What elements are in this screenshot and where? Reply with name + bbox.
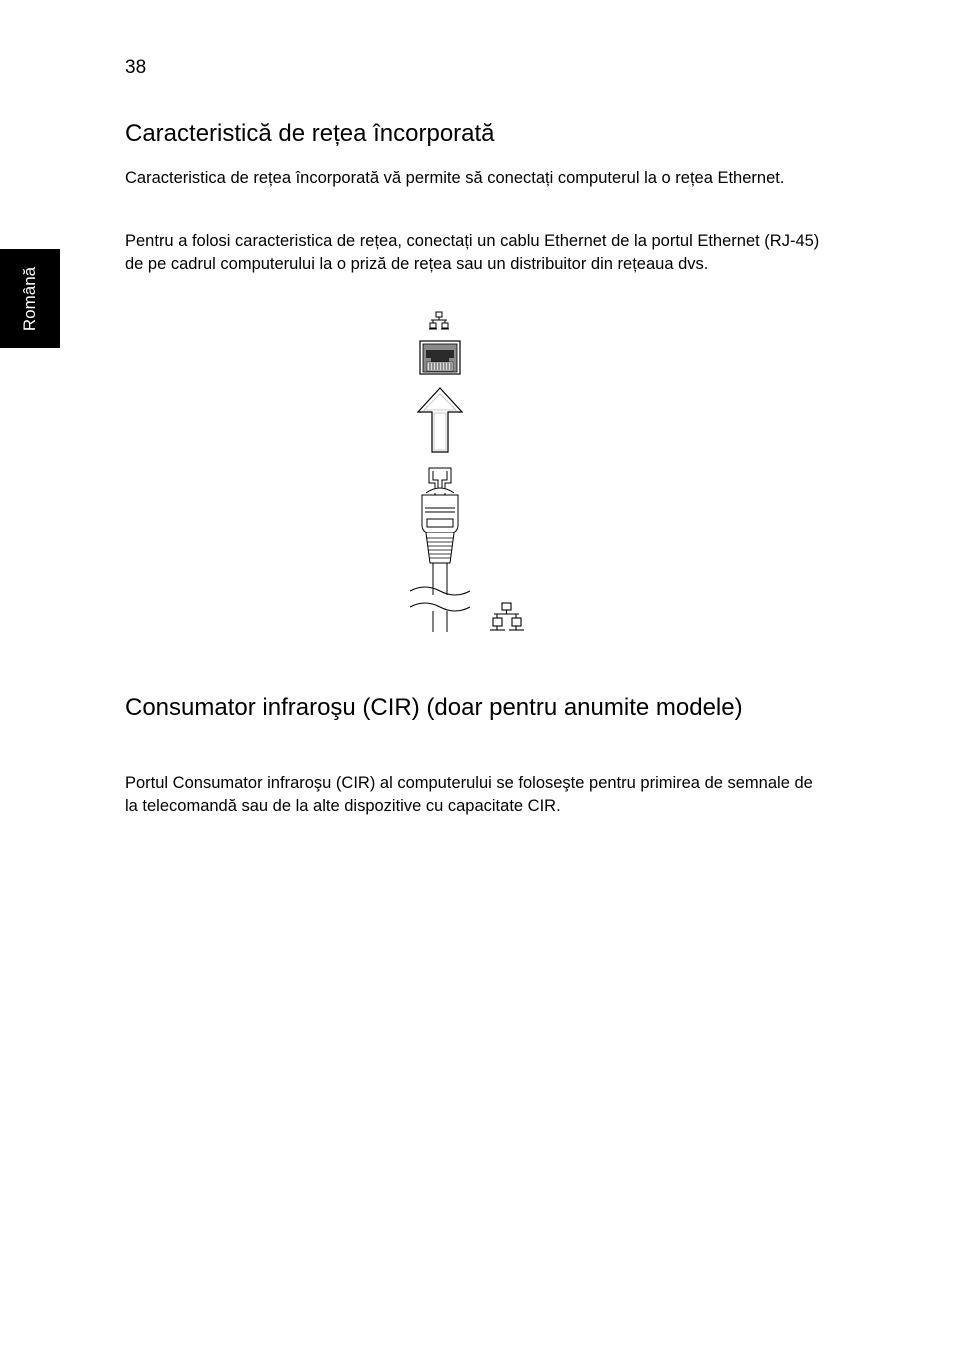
cir-paragraph: Portul Consumator infraroşu (CIR) al computerului se foloseşte pentru primirea de semnale de la telecomandă sau de la alte dispozitive cu capacitate CIR.	[125, 774, 813, 815]
page-number: 38	[125, 57, 147, 78]
section-heading-cir: Consumator infraroşu (CIR) (doar pentru anumite modele)	[125, 694, 743, 721]
language-side-tab-label: Română	[20, 266, 39, 332]
rj45-port-icon	[420, 341, 460, 374]
network-icon	[429, 312, 449, 329]
network-paragraph-1: Caracteristica de rețea încorporată vă permite să conectați computerul la o rețea Ethernet.	[125, 169, 785, 187]
network-paragraph-2: Pentru a folosi caracteristica de rețea, conectați un cablu Ethernet de la portul Ethernet (RJ-45) de pe cadrul computerului la o priză de rețea sau un distribuitor din rețeaua dvs.	[125, 232, 820, 273]
network-icon	[490, 603, 524, 630]
arrow-up-icon	[418, 388, 462, 452]
rj45-plug-icon	[410, 468, 470, 632]
section-heading-network: Caracteristică de rețea încorporată	[125, 120, 495, 147]
ethernet-connection-illustration	[405, 305, 535, 637]
language-side-tab	[0, 249, 60, 348]
